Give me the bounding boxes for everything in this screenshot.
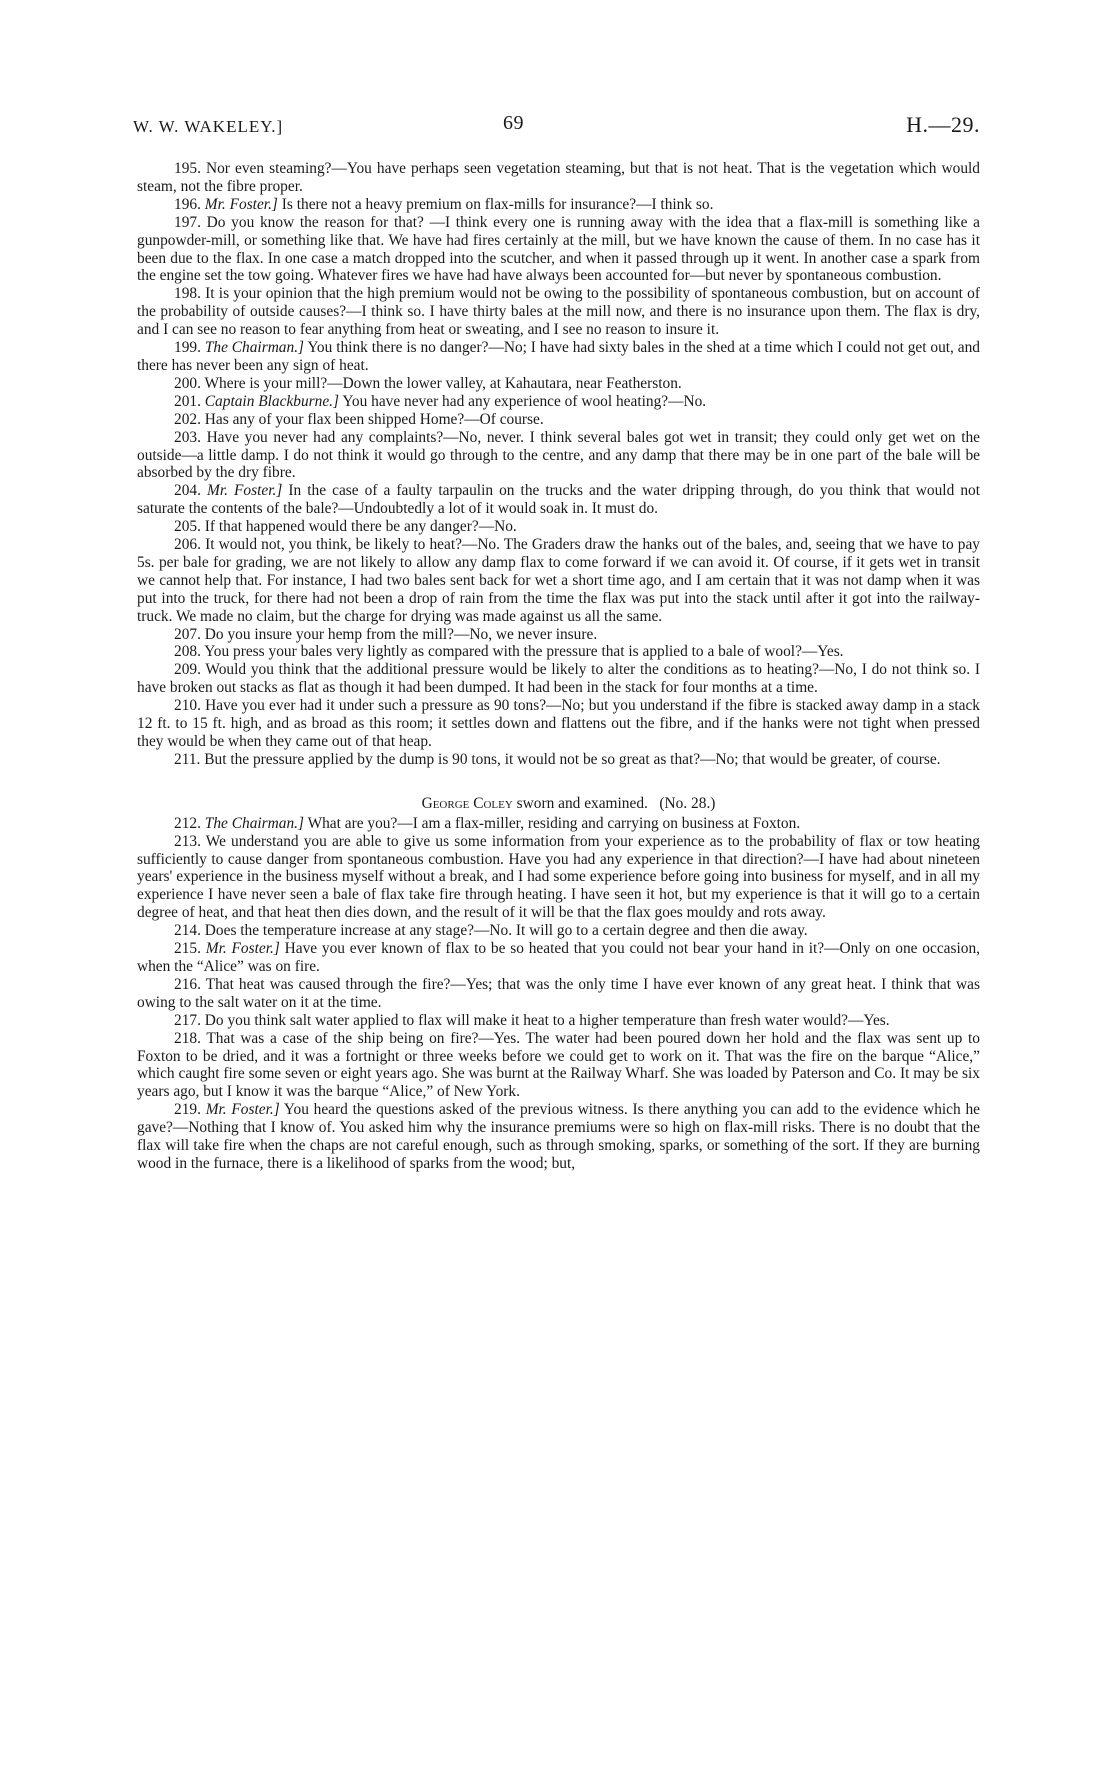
question-number: 196. xyxy=(174,195,201,213)
question-text: In the case of a faulty tarpaulin on the trucks and the water dripping through, do you think that would not saturate the contents of the bale?—Undoubtedly a lot of it would soak in. It must do. xyxy=(137,482,980,518)
question-text: What are you?—I am a flax-miller, residing and carrying on business at Foxton. xyxy=(307,814,801,832)
question-paragraph xyxy=(137,411,980,429)
header-witness: W. W. WAKELEY.] xyxy=(133,117,284,136)
question-number: 199. xyxy=(174,339,201,357)
question-number: 204. xyxy=(174,482,201,500)
question-text: Have you ever known of flax to be so heated that you could not bear your hand in it?—Only on one occasion, when the “Alice” was on fire. xyxy=(137,940,980,975)
question-text: Would you think that the additional pressure would be likely to alter the conditions as to heating?—No, I do not think so. I have broken out stacks as flat as though it had been dumped. It had been in the stack for four months at a time. xyxy=(137,661,980,697)
testimony-section-coley xyxy=(137,815,980,1173)
question-text: If that happened would there be any danger?—No. xyxy=(204,518,517,536)
question-text: Where is your mill?—Down the lower valley, at Kahautara, near Featherston. xyxy=(204,374,682,392)
question-number: 195. xyxy=(174,160,201,177)
question-number: 211. xyxy=(174,750,201,768)
question-paragraph xyxy=(137,661,980,697)
question-number: 207. xyxy=(174,625,201,643)
question-paragraph xyxy=(137,375,980,393)
question-text: That heat was caused through the fire?—Yes; that was the only time I have ever known of any great heat. I think that was owing to the salt water on it at the time. xyxy=(137,975,980,1011)
question-paragraph xyxy=(137,643,980,661)
question-text: It is your opinion that the high premium would not be owing to the possibility of spontaneous combustion, but on account of the probability of outside causes?—I think so. I have thirty bales at the mill now, and there is no insurance upon them. The flax is dry, and I can see no reason to fear anything from heat or sweating, and I see no reason to insure it. xyxy=(137,285,980,339)
question-paragraph xyxy=(137,482,980,518)
question-number: 208. xyxy=(174,643,201,661)
question-text: Do you think salt water applied to flax will make it heat to a higher temperature than fresh water would?—Yes. xyxy=(204,1011,890,1029)
speaker-label: Mr. Foster.] xyxy=(207,482,283,500)
question-number: 216. xyxy=(174,975,201,993)
witness-heading xyxy=(137,795,980,813)
question-text: It would not, you think, be likely to heat?—No. The Graders draw the hanks out of the bales, and, seeing that we have to pay 5s. per bale for grading, we are not likely to allow any damp flax to come forward if we can avoid it. Of course, if it gets wet in transit we cannot help that. For instance, I had two bales sent back for wet a short time ago, and I am certain that it was not damp when it was put into the truck, for there had not been a drop of rain from the time the flax was put into the stack until after it got into the railway-truck. We made no claim, but the charge for drying was made against us all the same. xyxy=(137,536,980,625)
speaker-label: Mr. Foster.] xyxy=(204,195,278,213)
question-paragraph xyxy=(137,518,980,536)
question-paragraph xyxy=(137,393,980,411)
question-number: 218. xyxy=(174,1029,201,1047)
question-number: 198. xyxy=(174,285,201,303)
question-paragraph xyxy=(137,536,980,626)
question-number: 213. xyxy=(174,832,201,850)
question-text: Have you never had any complaints?—No, never. I think several bales got wet in transit; they could only get wet on the outside—a little damp. I do not think it would go through to the centre, and any damp that there may be in one part of the bale will be absorbed by the dry fibre. xyxy=(137,428,980,482)
testimony-section-wakeley xyxy=(137,160,980,769)
question-number: 209. xyxy=(174,661,201,679)
question-number: 219. xyxy=(174,1101,201,1119)
question-paragraph xyxy=(137,833,980,923)
question-paragraph xyxy=(137,429,980,483)
question-text: You have never had any experience of wool heating?—No. xyxy=(342,392,707,410)
question-number: 201. xyxy=(174,392,201,410)
question-paragraph xyxy=(137,697,980,751)
question-number: 210. xyxy=(174,697,201,715)
question-number: 205. xyxy=(174,518,201,536)
question-paragraph xyxy=(137,1101,980,1173)
question-paragraph xyxy=(137,214,980,286)
question-paragraph xyxy=(137,160,980,196)
question-text: Do you insure your hemp from the mill?—No, we never insure. xyxy=(204,625,598,643)
witness-number: (No. 28.) xyxy=(659,794,716,812)
question-number: 200. xyxy=(174,374,201,392)
question-number: 217. xyxy=(174,1011,201,1029)
question-text: That was a case of the ship being on fire?—Yes. The water had been poured down her hold and the flax was sent up to Foxton to be dried, and it was a fortnight or three weeks before we could get to work on it. That was the fire on the barque “Alice,” which caught fire some seven or eight years ago. She was burnt at the Railway Wharf. She was loaded by Paterson and Co. It may be six years ago, but I know it was the barque “Alice,” of New York. xyxy=(137,1029,980,1101)
question-text: Does the temperature increase at any stage?—No. It will go to a certain degree and then die away. xyxy=(204,922,808,940)
question-paragraph xyxy=(137,626,980,644)
question-number: 197. xyxy=(174,213,201,231)
question-text: Has any of your flax been shipped Home?—Of course. xyxy=(204,410,544,428)
question-paragraph xyxy=(137,751,980,769)
speaker-label: Mr. Foster.] xyxy=(205,940,280,958)
question-paragraph xyxy=(137,339,980,375)
speaker-label: Mr. Foster.] xyxy=(205,1101,280,1119)
question-paragraph xyxy=(137,922,980,940)
question-text: Is there not a heavy premium on flax-mills for insurance?—I think so. xyxy=(281,195,714,213)
question-text: Do you know the reason for that? —I think every one is running away with the idea that a flax-mill is something like a gunpowder-mill, or something like that. We have had fires certainly at the mill, but we have known the cause of them. In no case has it been due to the flax. In one case a match dropped into the scutcher, and when it passed through up it went. In another case a spark from the engine set the tow going. Whatever fires we have had have always been accounted for—but never by spontaneous combustion. xyxy=(137,213,980,285)
page-number: 69 xyxy=(503,112,524,134)
question-text: Have you ever had it under such a pressure as 90 tons?—No; but you understand if the fibre is stacked away damp in a stack 12 ft. to 15 ft. high, and as broad as this room; it settles down and flattens out the fibre, and if the hanks were not tight when pressed they would be when they came out of that heap. xyxy=(137,697,980,750)
speaker-label: The Chairman.] xyxy=(204,814,304,832)
question-number: 202. xyxy=(174,410,201,428)
question-paragraph xyxy=(137,940,980,976)
document-body xyxy=(137,160,980,1173)
question-paragraph xyxy=(137,815,980,833)
question-text: But the pressure applied by the dump is 90 tons, it would not be so great as that?—No; that would be greater, of course. xyxy=(204,750,941,768)
question-number: 214. xyxy=(174,922,201,940)
question-number: 212. xyxy=(174,814,201,832)
question-text: You press your bales very lightly as compared with the pressure that is applied to a bale of wool?—Yes. xyxy=(204,643,844,661)
question-text: You heard the questions asked of the previous witness. Is there anything you can add to the evidence which he gave?—Nothing that I know of. You asked him why the insurance premiums were so high on flax-mill risks. There is no doubt that the flax will take fire when the chaps are not careful enough, such as through smoking, sparks, or something of the sort. If they are burning wood in the furnace, there is a likelihood of sparks from the wood; but, xyxy=(137,1101,980,1172)
question-paragraph xyxy=(137,976,980,1012)
question-paragraph xyxy=(137,285,980,339)
question-paragraph xyxy=(137,196,980,214)
question-text: You think there is no danger?—No; I have had sixty bales in the shed at a time which I could not get out, and there has never been any sign of heat. xyxy=(137,339,981,374)
question-number: 215. xyxy=(174,940,201,958)
witness-sworn: sworn and examined. xyxy=(516,794,648,812)
question-text: We understand you are able to give us some information from your experience as to the probability of flax or tow heating sufficiently to cause danger from spontaneous combustion. Have you had any experience in that direction?—I have had about nineteen years' experience in the business myself without a break, and I had some experience before going into business for myself, and in all my experience I have never seen a bale of flax take fire through heating. I have seen it hot, but my experience is that it will go to a certain degree of heat, and that heat then dies down, and the result of it will be that the flax goes mouldy and rots away. xyxy=(137,832,980,922)
question-text: Nor even steaming?—You have perhaps seen vegetation steaming, but that is not heat. That is the vegetation which would steam, not the fibre proper. xyxy=(137,160,980,195)
page-header xyxy=(133,112,980,142)
document-reference: H.—29. xyxy=(906,112,980,137)
witness-name: George Coley xyxy=(421,794,513,812)
question-number: 203. xyxy=(174,428,201,446)
question-paragraph xyxy=(137,1012,980,1030)
speaker-label: Captain Blackburne.] xyxy=(204,392,340,410)
speaker-label: The Chairman.] xyxy=(204,339,305,357)
question-paragraph xyxy=(137,1030,980,1102)
question-number: 206. xyxy=(174,536,201,554)
